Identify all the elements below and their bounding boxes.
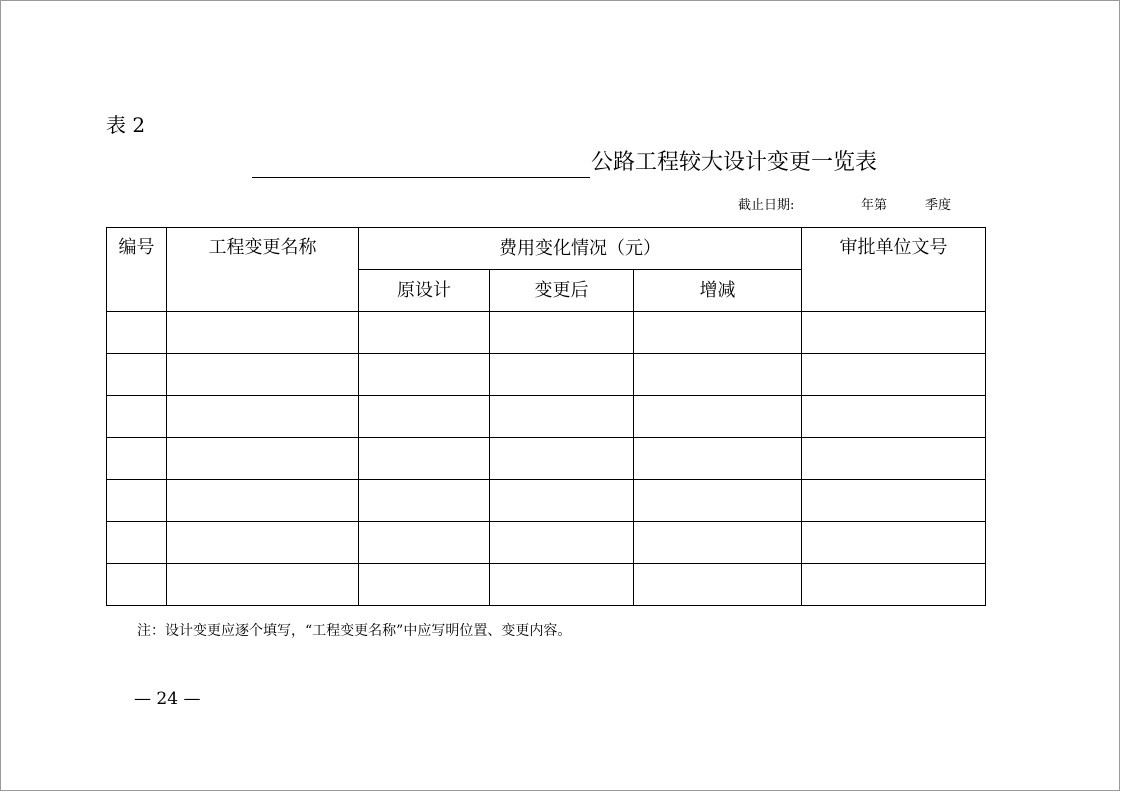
header-cost-change: 费用变化情况（元）: [359, 228, 802, 270]
table-cell[interactable]: [634, 354, 802, 396]
table-cell[interactable]: [107, 354, 167, 396]
table-row: [107, 522, 986, 564]
table-cell[interactable]: [107, 564, 167, 606]
table-cell[interactable]: [802, 396, 986, 438]
table-label: 表 2: [106, 113, 146, 137]
table-row: [107, 396, 986, 438]
table-cell[interactable]: [802, 522, 986, 564]
table-cell[interactable]: [167, 564, 359, 606]
table-cell[interactable]: [490, 480, 634, 522]
deadline-year-label: 年第: [861, 198, 888, 213]
deadline-label: 截止日期:: [738, 198, 795, 213]
table-cell[interactable]: [167, 354, 359, 396]
title-line: [252, 148, 877, 178]
header-original-design: 原设计: [359, 270, 490, 312]
table-row: [107, 354, 986, 396]
table-cell[interactable]: [107, 438, 167, 480]
header-project-change-name: 工程变更名称: [167, 228, 359, 312]
table-cell[interactable]: [802, 354, 986, 396]
table-cell[interactable]: [359, 564, 490, 606]
deadline-line: [738, 197, 978, 215]
table-cell[interactable]: [107, 522, 167, 564]
table-cell[interactable]: [167, 480, 359, 522]
document-title: 公路工程较大设计变更一览表: [591, 150, 878, 175]
table-cell[interactable]: [167, 522, 359, 564]
header-row: [107, 228, 986, 270]
table-cell[interactable]: [107, 312, 167, 354]
table-cell[interactable]: [490, 354, 634, 396]
table-row: [107, 564, 986, 606]
table-cell[interactable]: [490, 396, 634, 438]
header-number: 编号: [107, 228, 167, 312]
table-cell[interactable]: [490, 522, 634, 564]
table-cell[interactable]: [802, 312, 986, 354]
table-cell[interactable]: [634, 564, 802, 606]
table-cell[interactable]: [167, 396, 359, 438]
table-cell[interactable]: [359, 522, 490, 564]
table-row: [107, 438, 986, 480]
title-fill-in-blank: [252, 149, 590, 178]
table-cell[interactable]: [107, 396, 167, 438]
table-note: 注：设计变更应逐个填写，“工程变更名称”中应写明位置、变更内容。: [137, 623, 572, 639]
table-cell[interactable]: [634, 522, 802, 564]
table-cell[interactable]: [634, 438, 802, 480]
table-cell[interactable]: [490, 438, 634, 480]
table-cell[interactable]: [167, 438, 359, 480]
table-cell[interactable]: [359, 480, 490, 522]
table-cell[interactable]: [490, 312, 634, 354]
header-increase-decrease: 增减: [634, 270, 802, 312]
table-cell[interactable]: [107, 480, 167, 522]
table-cell[interactable]: [634, 312, 802, 354]
table-cell[interactable]: [167, 312, 359, 354]
table-cell[interactable]: [359, 312, 490, 354]
table-cell[interactable]: [802, 480, 986, 522]
table-cell[interactable]: [359, 354, 490, 396]
table-cell[interactable]: [634, 396, 802, 438]
table-cell[interactable]: [490, 564, 634, 606]
table-cell[interactable]: [634, 480, 802, 522]
table-cell[interactable]: [359, 396, 490, 438]
table-cell[interactable]: [359, 438, 490, 480]
table-row: [107, 312, 986, 354]
page-number: — 24 —: [134, 689, 201, 709]
header-after-change: 变更后: [490, 270, 634, 312]
header-approval-doc: 审批单位文号: [802, 228, 986, 312]
table-cell[interactable]: [802, 438, 986, 480]
table-cell[interactable]: [802, 564, 986, 606]
design-change-table: [106, 227, 986, 606]
table-row: [107, 480, 986, 522]
deadline-quarter-label: 季度: [925, 198, 952, 213]
